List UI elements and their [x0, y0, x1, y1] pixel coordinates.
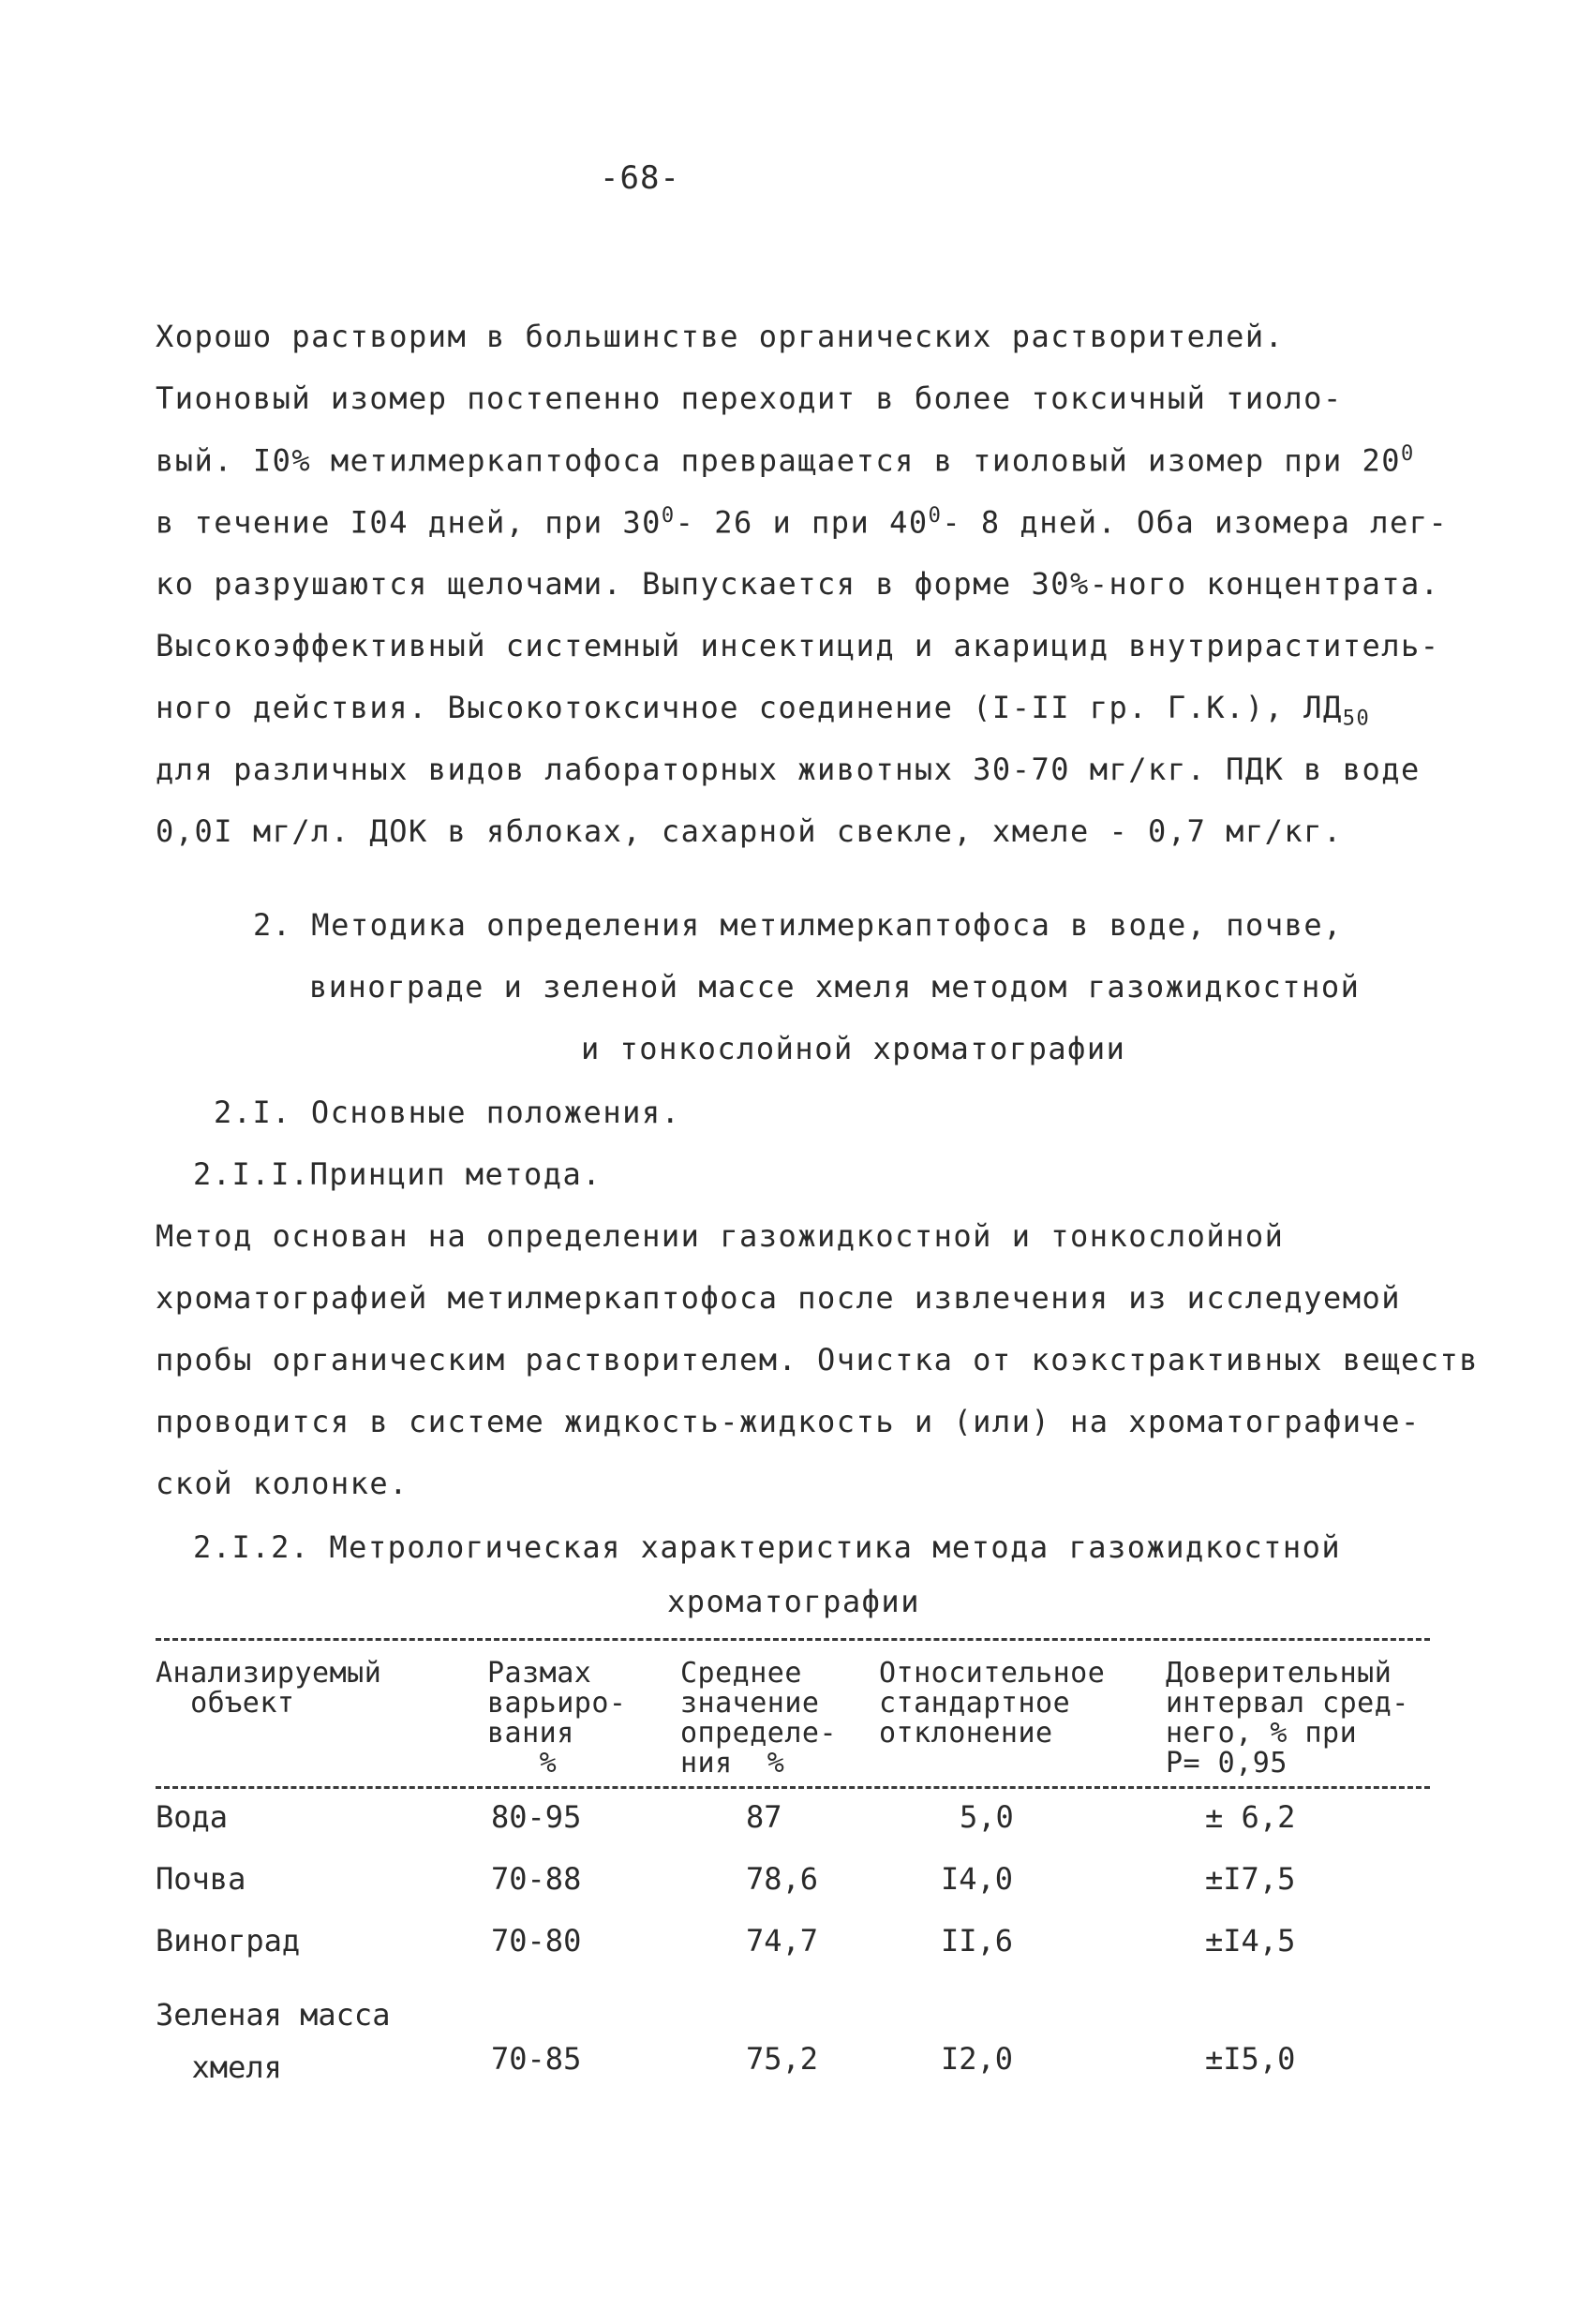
para1-line-7: ного действия. Высокотоксичное соединение (I-II гр. Г.К.), $ЛД_{50}$ [156, 690, 1371, 731]
table-cell-rsd: I4,0 [941, 1861, 1014, 1897]
page-number: -68- [600, 159, 680, 197]
table-top-rule [156, 1638, 1430, 1641]
para1-line-6: Высокоэффективный системный инсектицид и акарицид внутрираститель- [156, 628, 1440, 663]
section-2-1-2-heading: 2.I.2. Метрологическая характеристика метода газожидкостной [193, 1529, 1342, 1565]
table-cell-range: 70-88 [491, 1861, 582, 1897]
table-header-ci: Доверительный интервал сред- него, % при P= 0,95 [1166, 1657, 1409, 1780]
table-cell-mean: 75,2 [746, 2041, 819, 2077]
para1-line-2: Тионовый изомер постепенно переходит в более токсичный тиоло- [156, 380, 1343, 416]
section-2-1-heading: 2.I. Основные положения. [214, 1095, 681, 1130]
table-cell-object: Виноград [156, 1923, 301, 1959]
para2-line-4: проводится в системе жидкость-жидкость и (или) на хроматографиче- [156, 1404, 1421, 1439]
table-cell-object: Почва [156, 1861, 246, 1897]
table-cell-rsd: II,6 [941, 1923, 1014, 1959]
table-cell-mean: 78,6 [746, 1861, 819, 1897]
table-header-object: Анализируемый объект [156, 1657, 382, 1720]
section-2-1-2-heading-cont: хроматографии [667, 1584, 920, 1619]
table-cell-mean: 74,7 [746, 1923, 819, 1959]
table-cell-ci: ±I4,5 [1205, 1923, 1296, 1959]
table-header-range: Размах варьиро- вания % [487, 1657, 627, 1780]
para2-line-3: пробы органическим растворителем. Очистка от коэкстрактивных веществ [156, 1342, 1480, 1378]
section-2-title-line-2: винограде и зеленой массе хмеля методом газожидкостной [309, 969, 1361, 1005]
table-header-mean: Среднее значение определе- ния % [680, 1657, 838, 1780]
para1-line-4: в течение I04 дней, при $30^0-$ 26 и при $40^0-$ 8 дней. Оба изомера лег- [156, 504, 1449, 541]
table-cell-rsd: 5,0 [960, 1799, 1014, 1835]
table-cell-range: 80-95 [491, 1799, 582, 1835]
para2-line-2: хроматографией метилмеркаптофоса после извлечения из исследуемой [156, 1280, 1401, 1316]
section-2-title-line-1: 2. Методика определения метилмеркаптофоса в воде, почве, [253, 907, 1343, 943]
para1-line-8: для различных видов лабораторных животных 30-70 мг/кг. ПДК в воде [156, 752, 1421, 787]
para1-line-1: Хорошо растворим в большинстве органических растворителей. [156, 319, 1285, 354]
para1-line-5: ко разрушаются щелочами. Выпускается в форме 30%-ного концентрата. [156, 566, 1440, 602]
section-2-1-1-heading: 2.I.I.Принцип метода. [193, 1156, 603, 1192]
table-cell-ci: ±I7,5 [1205, 1861, 1296, 1897]
table-cell-ci: ±I5,0 [1205, 2041, 1296, 2077]
para1-line-3: вый. I0% метилмеркаптофоса превращается в тиоловый изомер при $20^0$ [156, 442, 1415, 479]
section-2-title-line-3: и тонкослойной хроматографии [581, 1031, 1126, 1066]
para1-line-9: 0,0I мг/л. ДОК в яблоках, сахарной свекле, хмеле - 0,7 мг/кг. [156, 813, 1343, 849]
para2-line-1: Метод основан на определении газожидкостной и тонкослойной [156, 1218, 1285, 1254]
table-cell-range: 70-85 [491, 2041, 582, 2077]
table-header-rsd: Относительное стандартное отклонение [879, 1657, 1106, 1750]
table-cell-mean: 87 [746, 1799, 782, 1835]
table-cell-object: Вода [156, 1799, 229, 1835]
table-cell-ci: ± 6,2 [1205, 1799, 1296, 1835]
table-cell-object: Зеленая масса хмеля [156, 1997, 391, 2085]
table-header-rule [156, 1786, 1430, 1789]
para2-line-5: ской колонке. [156, 1466, 409, 1501]
table-cell-rsd: I2,0 [941, 2041, 1014, 2077]
table-cell-range: 70-80 [491, 1923, 582, 1959]
